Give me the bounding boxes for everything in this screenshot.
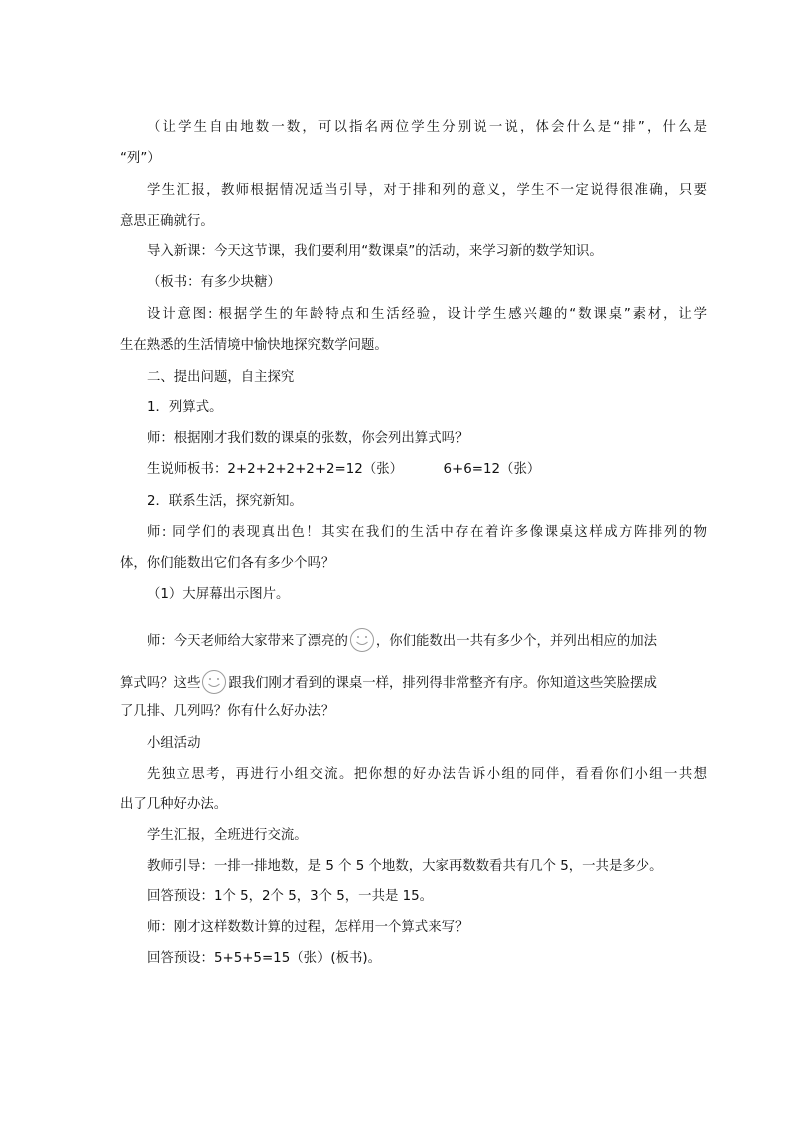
text-segment: ，你们能数出一共有多少个，并列出相应的加法 bbox=[375, 634, 658, 649]
text-segment: 师：今天老师给大家带来了漂亮的 bbox=[147, 634, 348, 649]
paragraph-line bbox=[147, 627, 680, 659]
paragraph-line: 回答预设：5+5+5=15（张）(板书)。 bbox=[147, 951, 382, 966]
paragraph-line: 生在熟悉的生活情境中愉快地探究数学问题。 bbox=[120, 338, 388, 353]
paragraph-line: 学生汇报，教师根据情况适当引导，对于排和列的意义，学生不一定说得很准确，只要 bbox=[147, 183, 707, 198]
paragraph-line: 设计意图: 根据学生的年龄特点和生活经验，设计学生感兴趣的“数课桌”素材，让学 bbox=[147, 307, 707, 322]
paragraph-line: 意思正确就行。 bbox=[120, 214, 214, 229]
paragraph-line: 回答预设：1个 5，2个 5，3个 5，一共是 15。 bbox=[147, 889, 434, 904]
paragraph-line: 师: 同学们的表现真出色！其实在我们的生活中存在着许多像课桌这样成方阵排列的物 bbox=[147, 525, 707, 540]
paragraph-line: 小组活动 bbox=[147, 736, 201, 751]
formula-line bbox=[147, 461, 687, 479]
paragraph-line: 体，你们能数出它们各有多少个吗？ bbox=[120, 556, 335, 571]
formula-left: 生说师板书：2+2+2+2+2+2=12（张） bbox=[147, 462, 403, 477]
paragraph-line bbox=[120, 669, 680, 701]
paragraph-line: 学生汇报，全班进行交流。 bbox=[147, 828, 308, 843]
smiley-face-icon bbox=[349, 627, 375, 659]
paragraph-line: 出了几种好办法。 bbox=[120, 797, 228, 812]
smiley-face-icon bbox=[201, 669, 227, 701]
paragraph-line: 教师引导：一排一排地数，是 5 个 5 个地数，大家再数数看共有几个 5，一共是多少。 bbox=[147, 859, 663, 874]
paragraph-line: 先独立思考，再进行小组交流。把你想的好办法告诉小组的同伴，看看你们小组一共想 bbox=[147, 767, 707, 782]
paragraph-line: 导入新课：今天这节课，我们要利用“数课桌”的活动，来学习新的数学知识。 bbox=[147, 244, 603, 259]
step-heading: 2．联系生活，探究新知。 bbox=[147, 494, 303, 509]
paragraph-line: （板书：有多少块糖） bbox=[147, 275, 281, 290]
paragraph-line: （1）大屏幕出示图片。 bbox=[147, 587, 290, 602]
section-heading: 二、提出问题，自主探究 bbox=[147, 370, 295, 385]
paragraph-line: 师：根据刚才我们数的课桌的张数，你会列出算式吗？ bbox=[147, 431, 469, 446]
paragraph-line: “列”） bbox=[120, 151, 161, 166]
text-segment: 算式吗？这些 bbox=[120, 676, 201, 691]
formula-right: 6+6=12（张） bbox=[443, 462, 541, 477]
step-heading: 1．列算式。 bbox=[147, 400, 223, 415]
paragraph-line: 师：刚才这样数数计算的过程，怎样用一个算式来写？ bbox=[147, 920, 469, 935]
paragraph-line: 了几排、几列吗？你有什么好办法？ bbox=[120, 704, 335, 719]
text-segment: 跟我们刚才看到的课桌一样，排列得非常整齐有序。你知道这些笑脸摆成 bbox=[228, 676, 657, 691]
paragraph-line: （让学生自由地数一数，可以指名两位学生分别说一说，体会什么是“排”，什么是 bbox=[147, 120, 707, 135]
